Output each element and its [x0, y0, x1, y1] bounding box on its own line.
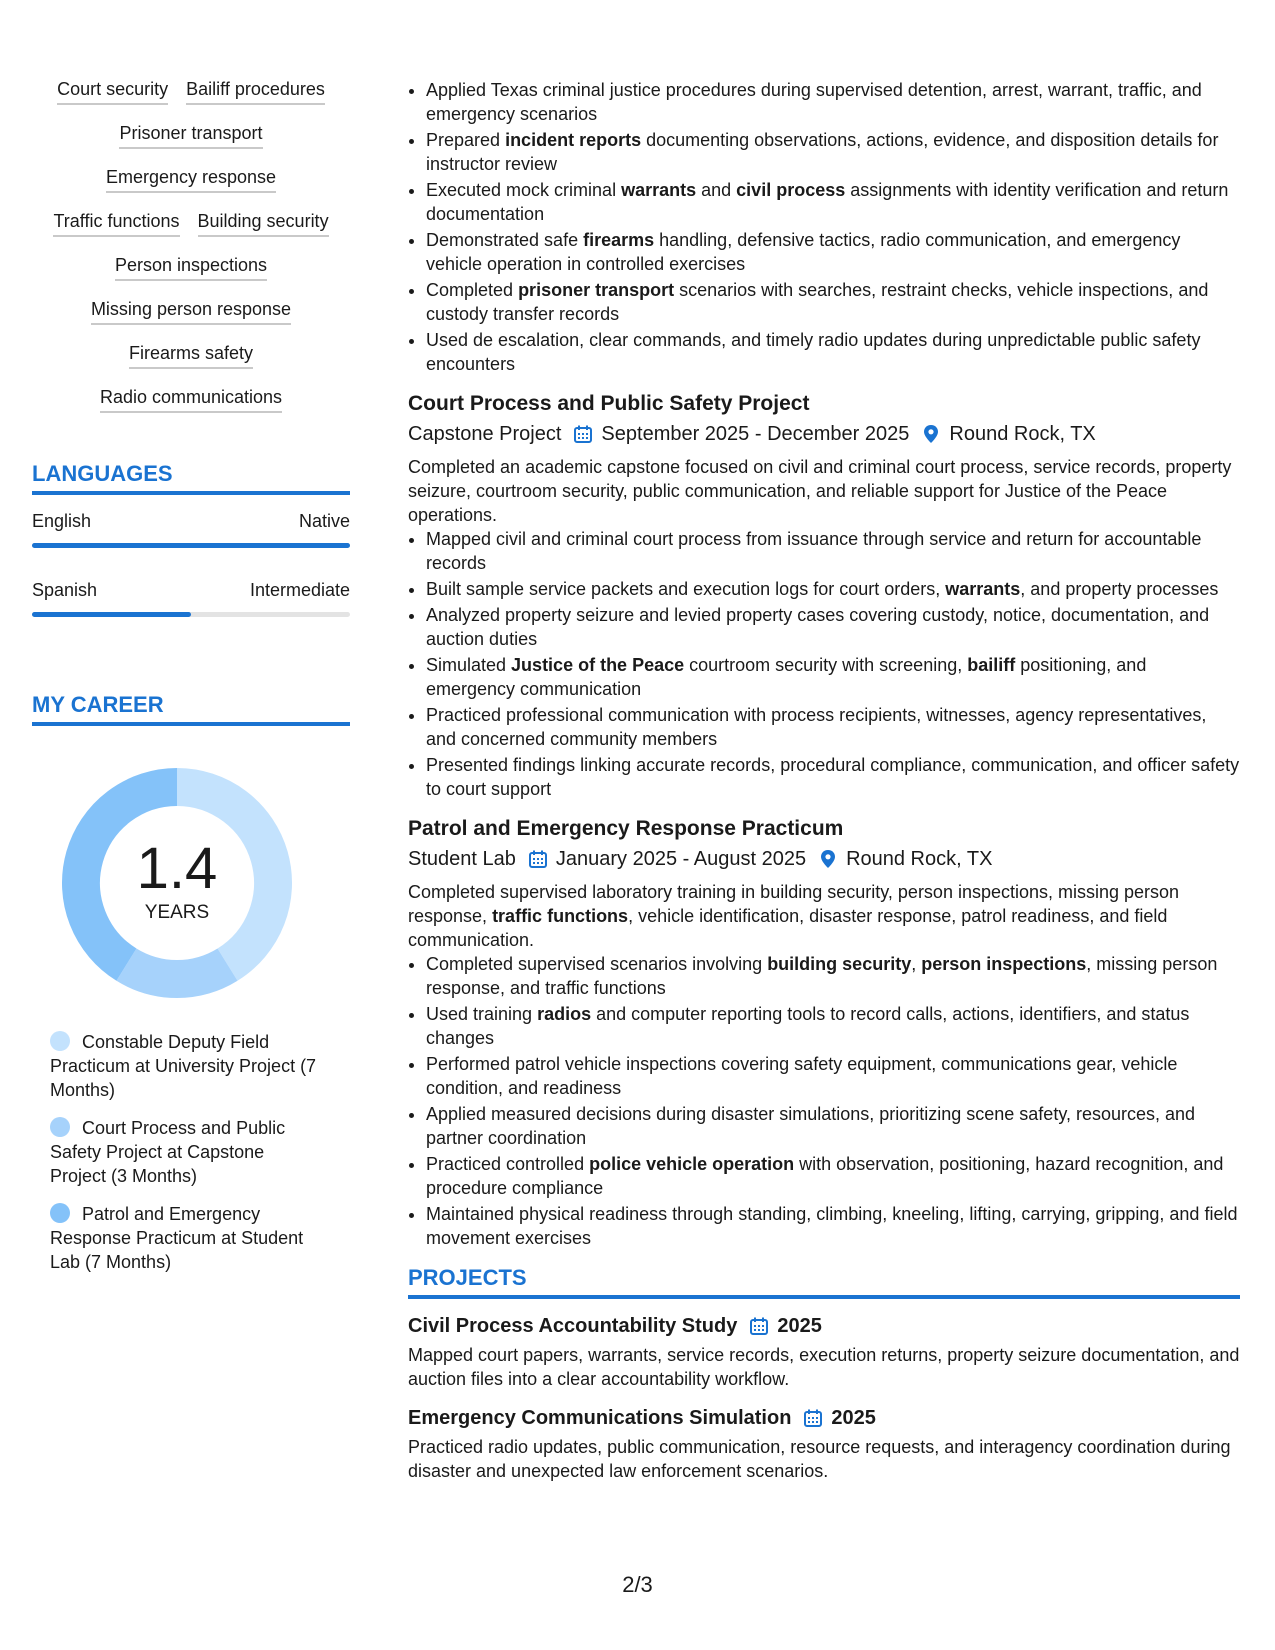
- language-name: Spanish: [32, 580, 98, 600]
- project-header: [408, 1313, 1240, 1339]
- calendar-icon: [573, 424, 593, 444]
- language-item: [32, 509, 350, 548]
- legend-label: Patrol and Emergency Response Practicum at Student Lab (7 Months): [50, 1204, 304, 1272]
- bullet-item: • Practiced controlled police vehicle operation with observation, positioning, hazard recognition, and procedure compliance: [426, 1152, 1240, 1200]
- skill-tag: Building security: [198, 210, 329, 237]
- language-item: [32, 578, 350, 617]
- bullet-item: • Applied measured decisions during disaster simulations, prioritizing scene safety, resources, and partner coordination: [426, 1102, 1240, 1150]
- project-year: 2025: [777, 1315, 822, 1337]
- legend-item: [50, 1202, 318, 1274]
- legend-dot: [50, 1203, 70, 1223]
- experience-entry: [408, 390, 1240, 801]
- page-number: 2/3: [622, 1572, 653, 1597]
- sidebar: [32, 78, 350, 1288]
- job-org: Student Lab: [408, 848, 516, 870]
- bullet-item: • Maintained physical readiness through standing, climbing, kneeling, lifting, carrying, gripping, and field movement exercises: [426, 1202, 1240, 1250]
- bullet-item: • Demonstrated safe firearms handling, defensive tactics, radio communication, and emergency vehicle operation in controlled exercises: [426, 228, 1240, 276]
- bullet-item: • Executed mock criminal warrants and civil process assignments with identity verification and return documentation: [426, 178, 1240, 226]
- legend-item: [50, 1030, 318, 1102]
- bullet-item: • Used de escalation, clear commands, and timely radio updates during unpredictable public safety encounters: [426, 328, 1240, 376]
- calendar-icon: [749, 1316, 769, 1336]
- skills-list: [32, 78, 350, 430]
- bullet-item: • Applied Texas criminal justice procedures during supervised detention, arrest, warrant, traffic, and emergency scenarios: [426, 78, 1240, 126]
- bullet-item: • Practiced professional communication with process recipients, witnesses, agency representatives, and concerned community members: [426, 703, 1240, 751]
- skill-tag: Traffic functions: [53, 210, 179, 237]
- job-description: Completed supervised laboratory training in building security, person inspections, missing person response, traffic functions, vehicle identification, disaster response, patrol readiness, and field communication.: [408, 882, 1180, 950]
- job-dates: January 2025 - August 2025: [555, 848, 807, 870]
- calendar-icon: [528, 849, 548, 869]
- skill-tag: Prisoner transport: [119, 122, 262, 149]
- bullet-item: • Prepared incident reports documenting observations, actions, evidence, and disposition details for instructor review: [426, 128, 1240, 176]
- location-pin-icon: [921, 424, 941, 444]
- legend-dot: [50, 1117, 70, 1137]
- bullet-item: • Mapped civil and criminal court process from issuance through service and return for accountable records: [426, 527, 1240, 575]
- career-legend: [32, 1030, 318, 1274]
- bullet-item: • Presented findings linking accurate records, procedural compliance, communication, and officer safety to court support: [426, 753, 1240, 801]
- bullet-item: • Analyzed property seizure and levied property cases covering custody, notice, documentation, and auction duties: [426, 603, 1240, 651]
- languages-heading: LANGUAGES: [32, 460, 350, 495]
- legend-item: [50, 1116, 318, 1188]
- project-entry: [408, 1313, 1240, 1391]
- bullet-item: • Built sample service packets and execution logs for court orders, warrants, and property processes: [426, 577, 1240, 601]
- skill-tag: Firearms safety: [129, 342, 253, 369]
- project-description: Practiced radio updates, public communication, resource requests, and interagency coordination during disaster and unexpected law enforcement scenarios.: [408, 1437, 1231, 1481]
- job-meta: [408, 846, 1240, 872]
- legend-label: Constable Deputy Field Practicum at University Project (7 Months): [50, 1032, 317, 1100]
- job-bullets: [408, 527, 1240, 801]
- main-content: [408, 78, 1240, 1483]
- project-name: Emergency Communications Simulation: [408, 1407, 792, 1429]
- project-name: Civil Process Accountability Study: [408, 1315, 738, 1337]
- bullet-item: • Completed prisoner transport scenarios with searches, restraint checks, vehicle inspections, and custody transfer records: [426, 278, 1240, 326]
- skill-tag: Radio communications: [100, 386, 282, 413]
- language-proficiency-bar: [32, 612, 350, 617]
- language-proficiency-bar: [32, 543, 350, 548]
- language-level: Native: [298, 511, 350, 531]
- skill-tag: Bailiff procedures: [186, 78, 325, 105]
- job-title: Court Process and Public Safety Project: [408, 392, 810, 415]
- bullet-item: • Performed patrol vehicle inspections covering safety equipment, communications gear, vehicle condition, and readiness: [426, 1052, 1240, 1100]
- calendar-icon: [803, 1408, 823, 1428]
- career-total: 1.4: [136, 836, 218, 901]
- job-bullets: [408, 952, 1240, 1250]
- project-header: [408, 1405, 1240, 1431]
- donut-center: [62, 768, 292, 998]
- language-proficiency-fill: [32, 612, 191, 617]
- language-name: English: [32, 511, 92, 531]
- job-location: Round Rock, TX: [846, 848, 993, 870]
- job-title: Patrol and Emergency Response Practicum: [408, 817, 844, 840]
- bullet-item: • Used training radios and computer reporting tools to record calls, actions, identifiers, and status changes: [426, 1002, 1240, 1050]
- job-location: Round Rock, TX: [949, 423, 1096, 445]
- project-entry: [408, 1405, 1240, 1483]
- job-dates: September 2025 - December 2025: [601, 423, 910, 445]
- skill-tag: Person inspections: [115, 254, 267, 281]
- job-meta: [408, 421, 1240, 447]
- experience-entry: [408, 815, 1240, 1250]
- skill-tag: Missing person response: [91, 298, 291, 325]
- skill-tag: Court security: [57, 78, 168, 105]
- bullet-item: • Completed supervised scenarios involving building security, person inspections, missing person response, and traffic functions: [426, 952, 1240, 1000]
- projects-heading: PROJECTS: [408, 1264, 1240, 1299]
- language-level: Intermediate: [249, 580, 350, 600]
- location-pin-icon: [818, 849, 838, 869]
- job-description: Completed an academic capstone focused on civil and criminal court process, service records, property seizure, courtroom security, public communication, and reliable support for Justice of the Peace operations.: [408, 457, 1232, 525]
- project-description: Mapped court papers, warrants, service records, execution returns, property seizure documentation, and auction files into a clear accountability workflow.: [408, 1345, 1240, 1389]
- legend-dot: [50, 1031, 70, 1051]
- career-unit: YEARS: [144, 902, 210, 923]
- bullet-item: • Simulated Justice of the Peace courtroom security with screening, bailiff positioning, and emergency communication: [426, 653, 1240, 701]
- experience-bullets: [408, 78, 1240, 376]
- project-year: 2025: [831, 1407, 876, 1429]
- legend-label: Court Process and Public Safety Project at Capstone Project (3 Months): [50, 1118, 286, 1186]
- job-org: Capstone Project: [408, 423, 562, 445]
- language-proficiency-fill: [32, 543, 350, 548]
- skill-tag: Emergency response: [106, 166, 276, 193]
- career-heading: MY CAREER: [32, 691, 350, 726]
- career-donut-chart: [62, 768, 292, 998]
